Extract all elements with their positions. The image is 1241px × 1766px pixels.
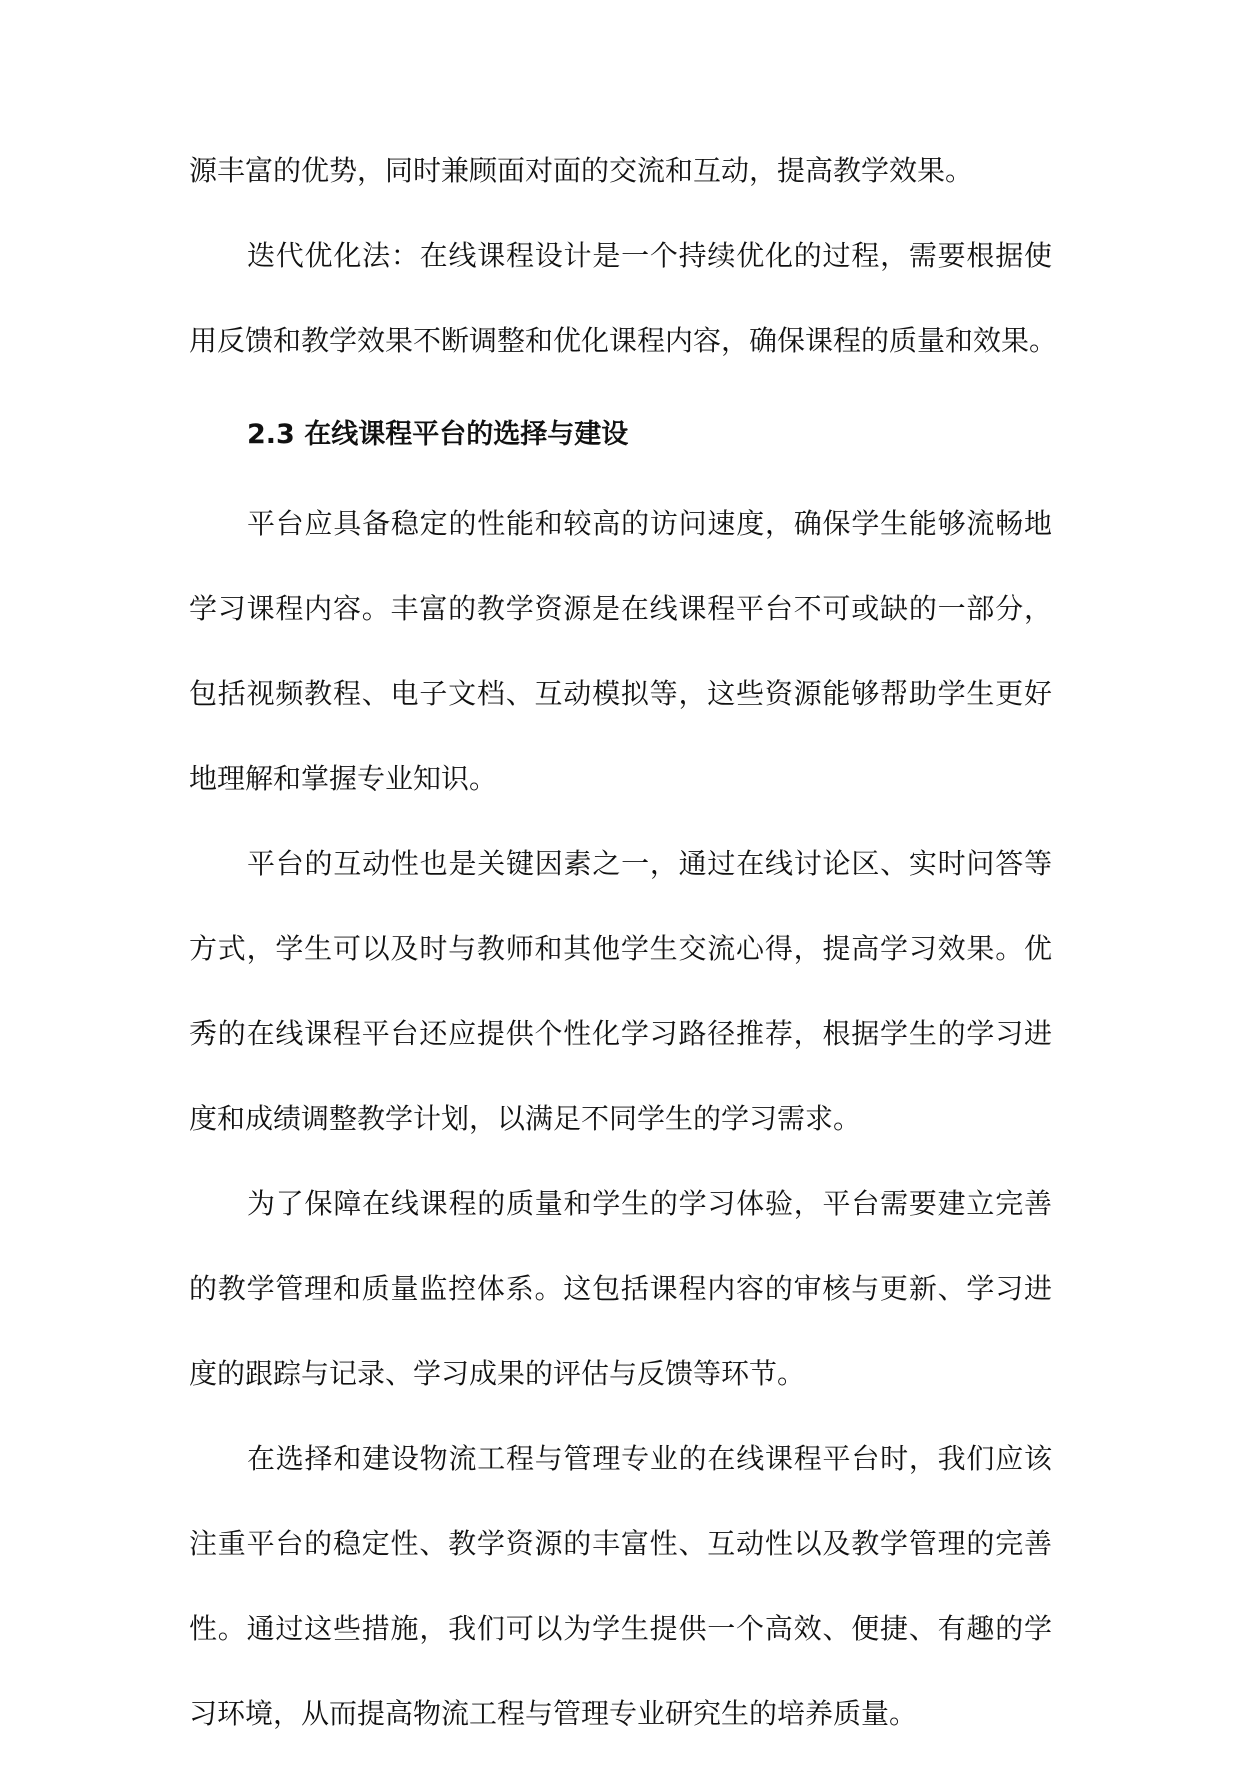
text-line: 秀的在线课程平台还应提供个性化学习路径推荐，根据学生的学习进 (189, 1017, 1052, 1050)
paragraph-quality-management (189, 1171, 1052, 1426)
document-page (189, 138, 1058, 1766)
text-line: 在选择和建设物流工程与管理专业的在线课程平台时，我们应该 (247, 1442, 1052, 1475)
paragraph-blended-learning-end (189, 138, 1052, 223)
text-line: 度和成绩调整教学计划，以满足不同学生的学习需求。 (189, 1102, 862, 1135)
paragraph-platform-conclusion (189, 1426, 1052, 1766)
text-line: 的教学管理和质量监控体系。这包括课程内容的审核与更新、学习进 (189, 1272, 1052, 1305)
paragraph-iterative-optimization (189, 223, 1058, 393)
text-line: 地理解和掌握专业知识。 (189, 762, 498, 795)
text-line: 注重平台的稳定性、教学资源的丰富性、互动性以及教学管理的完善 (189, 1527, 1052, 1560)
paragraph-platform-interactivity (189, 831, 1052, 1171)
text-line: 源丰富的优势，同时兼顾面对面的交流和互动，提高教学效果。 (189, 154, 974, 187)
text-line: 学习课程内容。丰富的教学资源是在线课程平台不可或缺的一部分， (189, 592, 1052, 625)
text-line: 迭代优化法：在线课程设计是一个持续优化的过程，需要根据使 (247, 239, 1052, 272)
text-line: 为了保障在线课程的质量和学生的学习体验，平台需要建立完善 (247, 1187, 1052, 1220)
text-line: 包括视频教程、电子文档、互动模拟等，这些资源能够帮助学生更好 (189, 677, 1052, 710)
text-line: 用反馈和教学效果不断调整和优化课程内容，确保课程的质量和效果。 (189, 324, 1058, 357)
text-line: 平台的互动性也是关键因素之一，通过在线讨论区、实时问答等 (247, 847, 1052, 880)
paragraph-platform-performance (189, 491, 1052, 831)
text-line: 性。通过这些措施，我们可以为学生提供一个高效、便捷、有趣的学 (189, 1612, 1052, 1645)
text-line: 方式，学生可以及时与教师和其他学生交流心得，提高学习效果。优 (189, 932, 1052, 965)
text-line: 习环境，从而提高物流工程与管理专业研究生的培养质量。 (189, 1697, 918, 1730)
text-line: 平台应具备稳定的性能和较高的访问速度，确保学生能够流畅地 (247, 507, 1052, 540)
section-heading: 2.3 在线课程平台的选择与建设 (247, 419, 629, 450)
text-line: 度的跟踪与记录、学习成果的评估与反馈等环节。 (189, 1357, 806, 1390)
